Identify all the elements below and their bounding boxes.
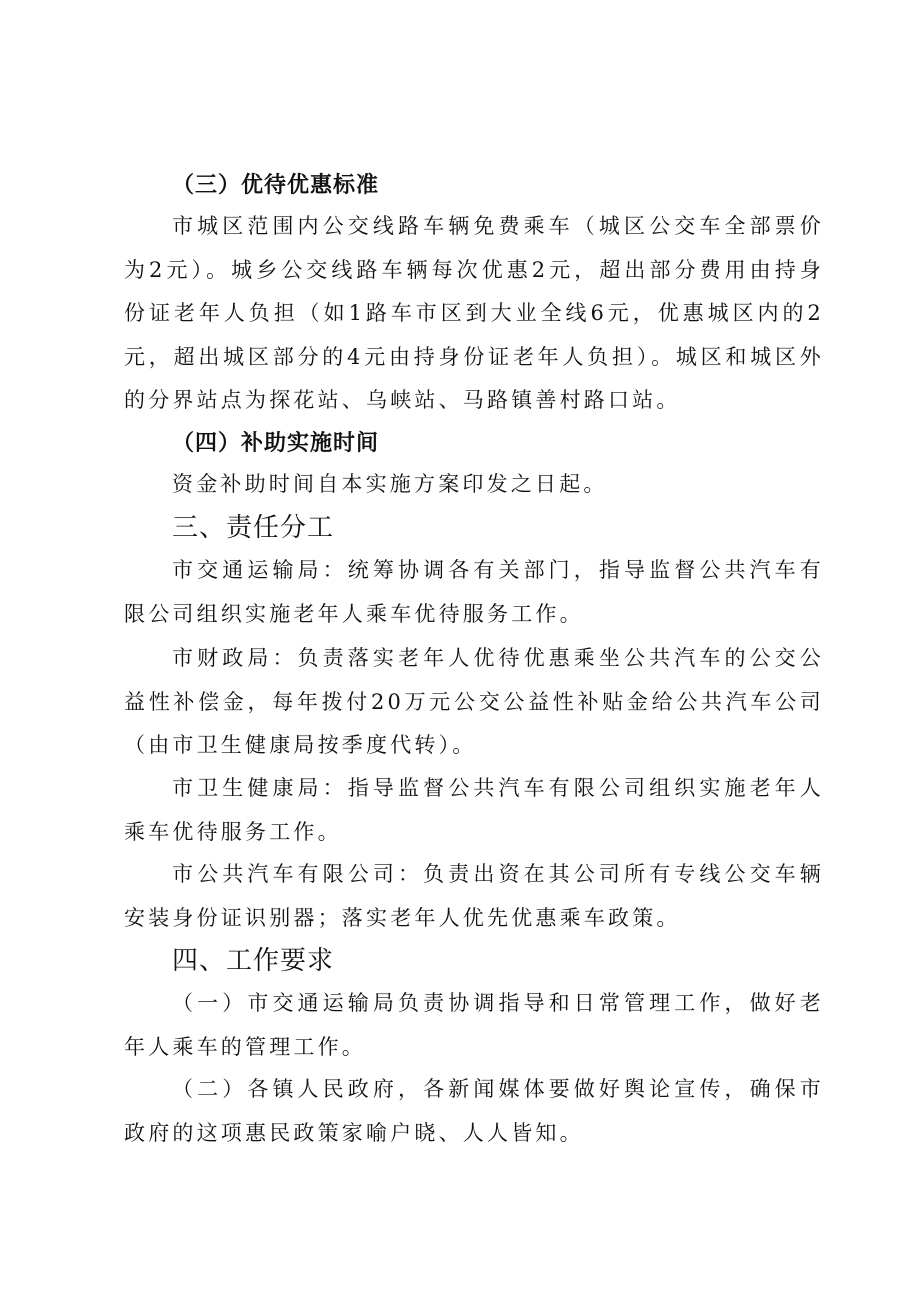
paragraph-requirement-2: （二）各镇人民政府，各新闻媒体要做好舆论宣传，确保市政府的这项惠民政策家喻户晓、人人皆知。 [124,1077,824,1145]
heading-responsibilities: 三、责任分工 [172,513,335,543]
paragraph-health-bureau: 市卫生健康局：指导监督公共汽车有限公司组织实施老年人乘车优待服务工作。 [124,776,824,844]
paragraph-finance-bureau: 市财政局：负责落实老年人优待优惠乘坐公共汽车的公交公益性补偿金，每年拨付20万元公交公益性补贴金给公共汽车公司（由市卫生健康局按季度代转）。 [124,646,824,757]
section-title-subsidy-time: （四）补助实施时间 [172,431,380,456]
heading-work-requirements: 四、工作要求 [172,946,335,976]
section-title-benefit-standard: （三）优待优惠标准 [172,173,380,198]
paragraph-subsidy-time: 资金补助时间自本实施方案印发之日起。 [172,472,608,496]
paragraph-requirement-1: （一）市交通运输局负责协调指导和日常管理工作，做好老年人乘车的管理工作。 [124,991,824,1059]
paragraph-benefit-standard: 市城区范围内公交线路车辆免费乘车（城区公交车全部票价为2元）。城乡公交线路车辆每次优惠2元，超出部分费用由持身份证老年人负担（如1路车市区到大业全线6元，优惠城区内的2元，超出城区部分的4元由持身份证老年人负担）。城区和城区外的分界站点为探花站、乌峡站、马路镇善村路口站。 [124,214,824,412]
paragraph-transport-bureau: 市交通运输局：统筹协调各有关部门，指导监督公共汽车有限公司组织实施老年人乘车优待服务工作。 [124,558,824,626]
paragraph-bus-company: 市公共汽车有限公司：负责出资在其公司所有专线公交车辆安装身份证识别器；落实老年人优先优惠乘车政策。 [124,862,824,930]
